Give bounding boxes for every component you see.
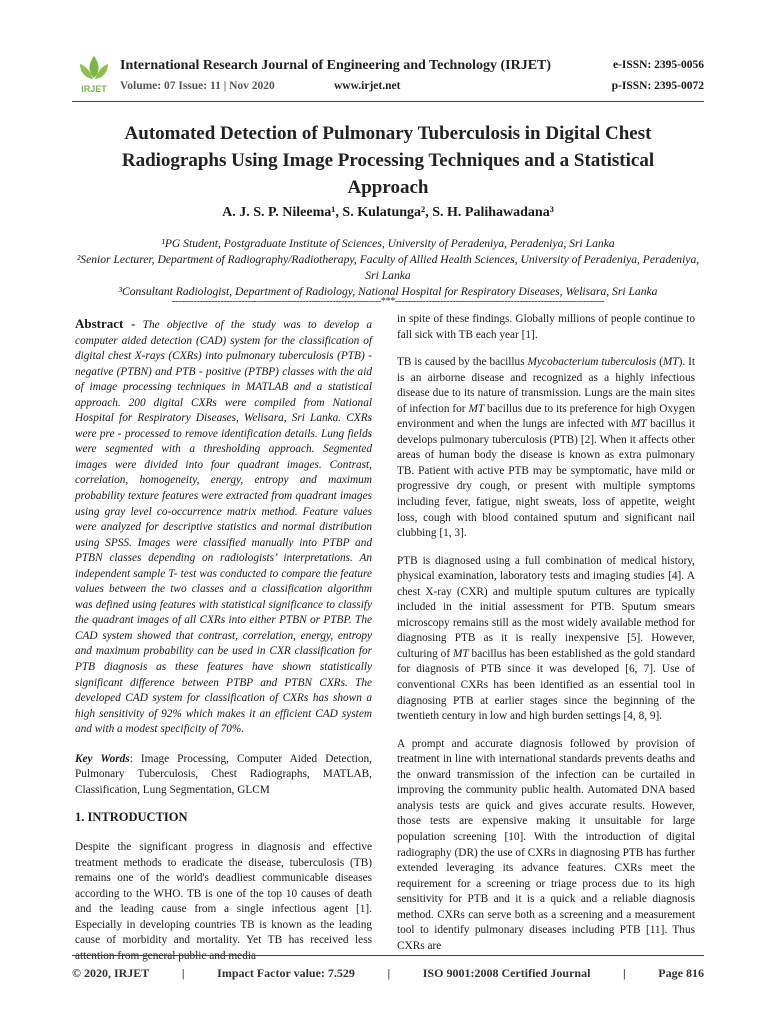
abbrev-mt: MT [662,356,679,369]
footer-impact-factor: Impact Factor value: 7.529 [217,966,355,980]
intro-paragraph-continued: in spite of these findings. Globally millions of people continue to fall sick with TB each year [1]. [397,313,695,341]
species-name: Mycobacterium tuberculosis [527,356,657,369]
left-column [75,316,372,976]
intro-paragraph-3 [397,554,695,725]
right-column [397,312,695,966]
footer-pipe: | [181,966,185,980]
text-run: ). It is an airborne disease and recognized as a highly infectious disease due to its nature of transmission. Lungs are the main sites of infection for [397,356,696,415]
keywords-heading: Key Words [75,752,130,765]
abstract [75,316,372,738]
page-footer [72,966,704,981]
text-run: PTB is diagnosed using a full combination of medical history, physical examination, laboratory tests and imaging studies [4]. A chest X-ray (CXR) and multiple sputum cultures are typically included in the initial assessment for PTB. Sputum smears microscopy remains still as the most widely available method for diagnosing PTB as it is really inexpensive [5]. However, culturing of [397,554,695,660]
volume-info: Volume: 07 Issue: 11 | Nov 2020 [120,80,275,92]
journal-website[interactable]: www.irjet.net [334,80,401,92]
abbrev-mt: MT [452,647,469,660]
abstract-body: The objective of the study was to develop a computer aided detection (CAD) system for the classification of digital chest X-rays (CXRs) into pulmonary tuberculosis (PTB) - negative (PTBN) and PTB - positive (PTBP) classes with the aid of image processing techniques in MATLAB and a statistical approach. 200 digital CXRs were compiled from National Hospital for Respiratory Diseases, Welisara, Sri Lanka. CXRs were pre - processed to remove identification details. Lung fields were segmented with a thresholding approach. Segmented images were divided into four quadrant images. Contrast, correlation, homogeneity, energy, entropy and maximum probability texture features were extracted from quadrant images using gray level co-occurrence matrix method. Feature values were analyzed for descriptive statistics and normal distribution using SPSS. Images were classified manually into PTBP and PTBN classes depending on radiologists’ interpretations. An independent sample T- test was conducted to compare the feature values between the two classes and a classification algorithm was defined using features with statistical significance to classify the quadrant images of all CXRs into either PTBN or PTBP. The CAD system showed that contrast, correlation, energy, entropy and maximum probability can be used in CXR classification for PTB diagnosis as these features have shown statistically significant difference between PTBP and PTBN CXRs. The developed CAD system for classification of CXRs has shown a high sensitivity of 92% which makes it an efficient CAD system and with a modest specificity of 70%. [75,319,372,736]
abbrev-mt: MT [630,418,647,431]
text-run: bacillus due to its preference for high Oxygen environment and when the lungs are infected with [397,402,695,431]
intro-paragraph-1: Despite the significant progress in diagnosis and effective treatment methods to eradicate the disease, tuberculosis (TB) remains one of the world's deadliest communicable diseases according to the WHO. TB is one of the top 10 causes of death and the leading cause from a single infectious agent [1]. Especially in developing countries TB is known as the leading cause of morbidity and mortality. Yet TB has received less attention from general public and media [75,840,372,962]
footer-page-number: Page 816 [658,966,704,980]
text-run: bacillus has been established as the gold standard for diagnosis of PTB since it was developed [6, 7]. Use of conventional CXRs has been identified as an essential tool in diagnosing PTB at earlier stages since the beginning of the twentieth century in low and high burden settings [4, 8, 9]. [397,647,695,723]
footer-iso: ISO 9001:2008 Certified Journal [422,966,591,980]
footer-copyright: © 2020, IRJET [72,966,150,980]
introduction-heading: 1. INTRODUCTION [75,810,188,825]
intro-paragraph-2 [397,355,695,542]
paper-authors: A. J. S. P. Nileema¹, S. Kulatunga², S. H. Palihawadana³ [222,205,554,220]
e-issn: e-ISSN: 2395-0056 [612,59,704,71]
keywords [75,752,372,799]
header-divider [72,101,704,102]
text-run: TB is caused by the bacillus [397,356,528,369]
text-run: ( [656,356,663,369]
intro-paragraph-4: A prompt and accurate diagnosis followed by provision of treatment in line with international standards prevents deaths and the onward transmission of the infection can be curtailed in improving the community public health. Automated DNA based analysis tests are quick and gives accurate results. However, those tests are expensive making it unsuitable for large population screening [10]. With the introduction of digital radiography (DR) the use of CXRs in diagnosing PTB has further extended leveraging its advance features. CXRs meet the requirement for a screening or triage process due to its high sensitivity for PTB and it is a quick and a reliable diagnosis method. CXRs can serve both as a screening and a measurement tool to identify pulmonary diseases including PTB [11]. Thus CXRs are [397,737,695,952]
abstract-heading: Abstract - [75,316,136,331]
footer-pipe: | [387,966,391,980]
footer-divider [72,955,704,956]
p-issn: p-ISSN: 2395-0072 [611,80,704,92]
abbrev-mt: MT [468,402,485,415]
text-run: bacillus it develops pulmonary tuberculosis (PTB) [2]. When it affects other areas of human body the disease is known as extra pulmonary TB. Patient with active PTB may be symptomatic, have mild or progressive dry cough, or present with multiple symptoms including fever, fatigue, night sweats, loss of appetite, weight loss, cough with blood contained sputum and significant nail clubbing [1, 3]. [397,418,695,540]
journal-name: International Research Journal of Engineering and Technology (IRJET) [120,58,552,73]
journal-header [72,50,704,98]
affiliation-2: ²Senior Lecturer, Department of Radiography/Radiotherapy, Faculty of Allied Health Sciences, University of Peradeniya, Peradeniya, Sri Lanka [76,253,700,282]
irjet-logo-icon [72,52,116,96]
affiliation-3: ³Consultant Radiologist, Department of Radiology, National Hospital for Respiratory Diseases, Welisara, Sri Lanka [118,285,658,298]
keywords-body: : Image Processing, Computer Aided Detection, Pulmonary Tuberculosis, Chest Radiographs, MATLAB, Classification, Lung Segmentation, GLCM [75,752,372,796]
footer-pipe: | [623,966,626,980]
logo-text: IRJET [81,84,107,94]
section-separator: ---------------------------------------------------------------------***--------------------------------------------------------------------- [171,296,605,307]
paper-title: Automated Detection of Pulmonary Tuberculosis in Digital Chest Radiographs Using Image Processing Techniques and a Statistical Approach [121,123,655,198]
affiliation-1: ¹PG Student, Postgraduate Institute of Sciences, University of Peradeniya, Peradeniya, Sri Lanka [161,237,615,250]
